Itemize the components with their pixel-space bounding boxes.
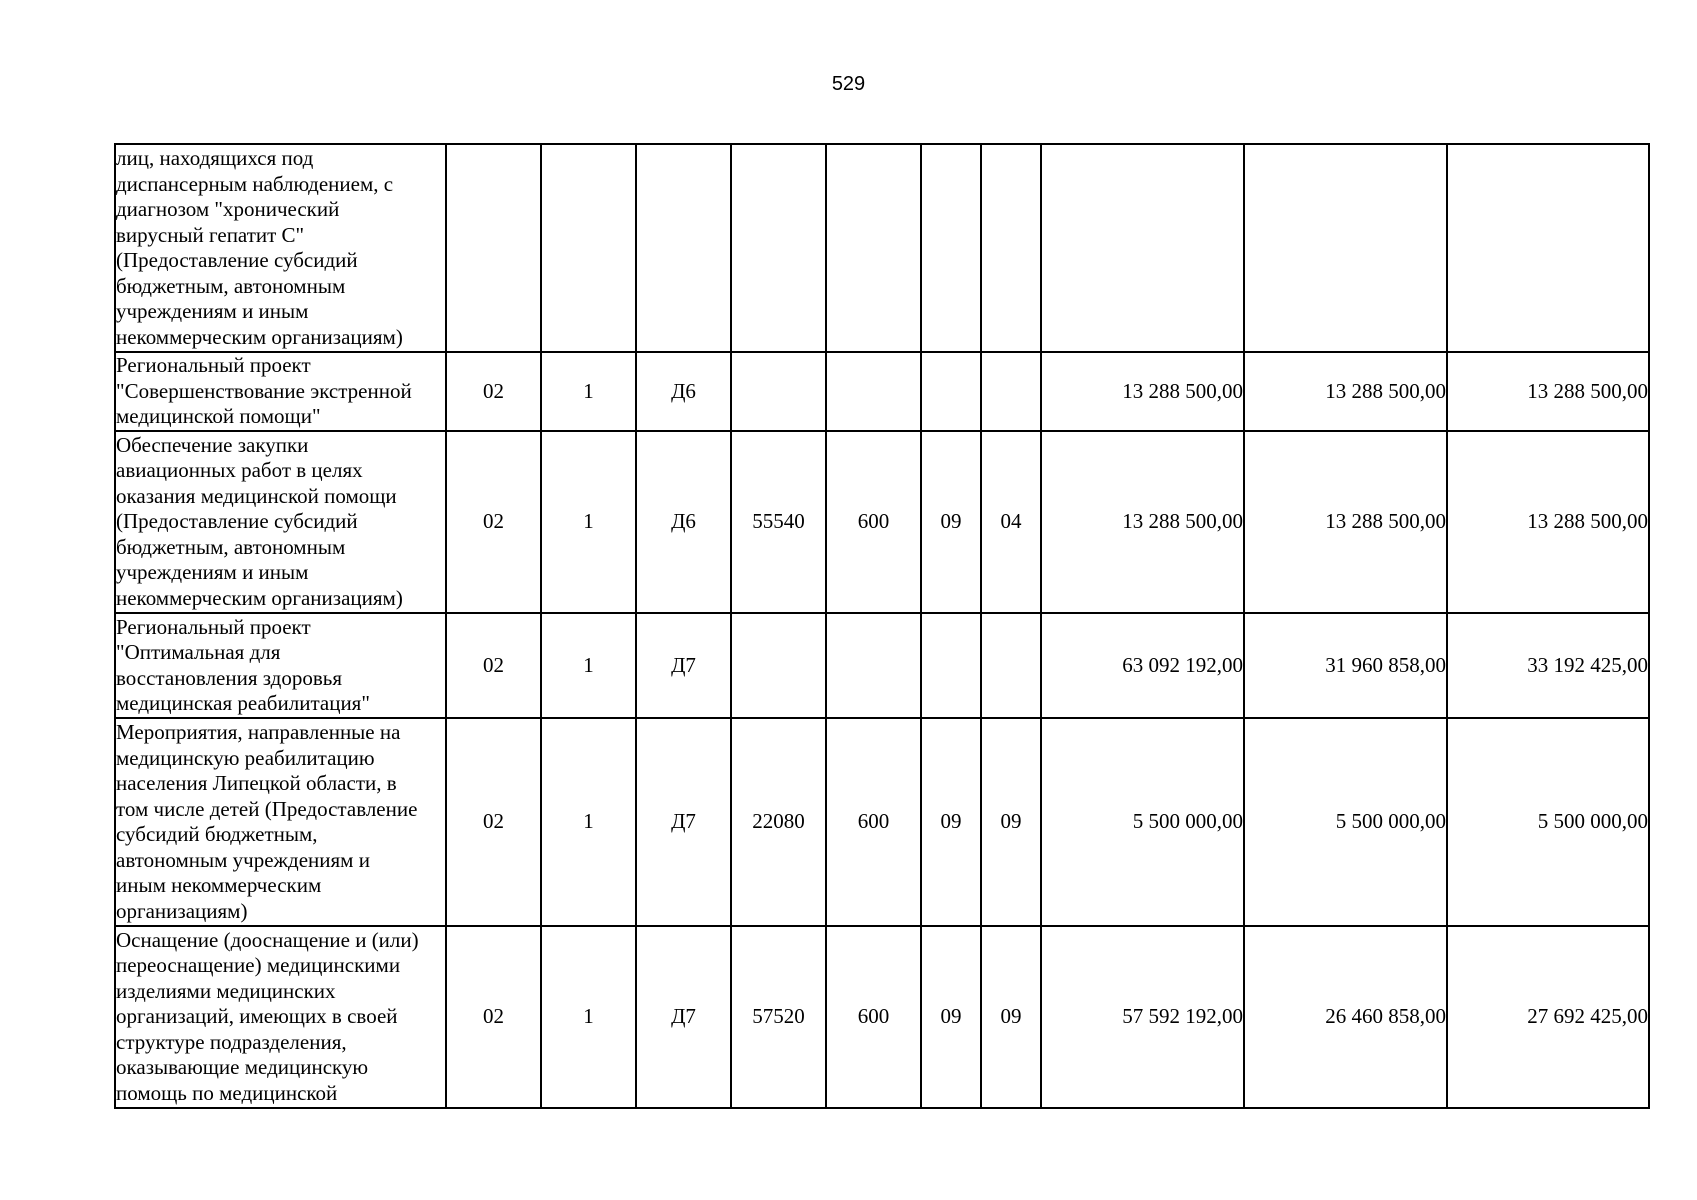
section-code xyxy=(921,144,981,352)
subprogram-code: 1 xyxy=(541,718,636,926)
amount-year-2: 26 460 858,00 xyxy=(1244,926,1447,1108)
table-row xyxy=(115,431,1649,613)
table-row xyxy=(115,613,1649,718)
amount-year-2: 13 288 500,00 xyxy=(1244,352,1447,431)
expense-type-code xyxy=(826,144,921,352)
direction-code: 57520 xyxy=(731,926,826,1108)
project-code: Д7 xyxy=(636,926,731,1108)
program-code: 02 xyxy=(446,352,541,431)
amount-year-1 xyxy=(1041,144,1244,352)
section-code xyxy=(921,352,981,431)
project-code: Д6 xyxy=(636,352,731,431)
section-code: 09 xyxy=(921,926,981,1108)
program-code xyxy=(446,144,541,352)
table-row xyxy=(115,352,1649,431)
subprogram-code: 1 xyxy=(541,613,636,718)
expense-type-code: 600 xyxy=(826,431,921,613)
section-code xyxy=(921,613,981,718)
subsection-code xyxy=(981,613,1041,718)
project-code xyxy=(636,144,731,352)
table-row xyxy=(115,144,1649,352)
direction-code: 55540 xyxy=(731,431,826,613)
direction-code xyxy=(731,352,826,431)
expense-type-code: 600 xyxy=(826,718,921,926)
expense-type-code xyxy=(826,613,921,718)
amount-year-3: 13 288 500,00 xyxy=(1447,431,1649,613)
table-row xyxy=(115,926,1649,1108)
budget-table xyxy=(114,143,1650,1109)
table-row xyxy=(115,718,1649,926)
project-code: Д7 xyxy=(636,718,731,926)
amount-year-1: 13 288 500,00 xyxy=(1041,431,1244,613)
amount-year-1: 13 288 500,00 xyxy=(1041,352,1244,431)
expense-type-code: 600 xyxy=(826,926,921,1108)
subprogram-code: 1 xyxy=(541,431,636,613)
subprogram-code: 1 xyxy=(541,352,636,431)
amount-year-3: 5 500 000,00 xyxy=(1447,718,1649,926)
amount-year-3: 13 288 500,00 xyxy=(1447,352,1649,431)
amount-year-3 xyxy=(1447,144,1649,352)
row-description: Оснащение (дооснащение и (или) переоснащение) медицинскими изделиями медицинских организаций, имеющих в своей структуре подразделения, оказывающие медицинскую помощь по медицинской xyxy=(115,926,446,1108)
amount-year-2: 5 500 000,00 xyxy=(1244,718,1447,926)
row-description: Региональный проект "Оптимальная для восстановления здоровья медицинская реабилитация" xyxy=(115,613,446,718)
expense-type-code xyxy=(826,352,921,431)
row-description: лиц, находящихся под диспансерным наблюдением, с диагнозом "хронический вирусный гепатит С" (Предоставление субсидий бюджетным, автономным учреждениям и иным некоммерческим организациям) xyxy=(115,144,446,352)
subsection-code: 09 xyxy=(981,926,1041,1108)
amount-year-2 xyxy=(1244,144,1447,352)
section-code: 09 xyxy=(921,718,981,926)
direction-code xyxy=(731,613,826,718)
program-code: 02 xyxy=(446,718,541,926)
amount-year-3: 33 192 425,00 xyxy=(1447,613,1649,718)
subsection-code xyxy=(981,352,1041,431)
amount-year-1: 63 092 192,00 xyxy=(1041,613,1244,718)
amount-year-2: 13 288 500,00 xyxy=(1244,431,1447,613)
program-code: 02 xyxy=(446,926,541,1108)
direction-code: 22080 xyxy=(731,718,826,926)
program-code: 02 xyxy=(446,613,541,718)
subsection-code xyxy=(981,144,1041,352)
row-description: Региональный проект "Совершенствование экстренной медицинской помощи" xyxy=(115,352,446,431)
program-code: 02 xyxy=(446,431,541,613)
page-number: 529 xyxy=(831,73,866,95)
subsection-code: 04 xyxy=(981,431,1041,613)
row-description: Мероприятия, направленные на медицинскую реабилитацию населения Липецкой области, в том числе детей (Предоставление субсидий бюджетным, автономным учреждениям и иным некоммерческим организациям) xyxy=(115,718,446,926)
amount-year-1: 57 592 192,00 xyxy=(1041,926,1244,1108)
subprogram-code: 1 xyxy=(541,926,636,1108)
direction-code xyxy=(731,144,826,352)
project-code: Д6 xyxy=(636,431,731,613)
project-code: Д7 xyxy=(636,613,731,718)
amount-year-1: 5 500 000,00 xyxy=(1041,718,1244,926)
subsection-code: 09 xyxy=(981,718,1041,926)
subprogram-code xyxy=(541,144,636,352)
amount-year-3: 27 692 425,00 xyxy=(1447,926,1649,1108)
section-code: 09 xyxy=(921,431,981,613)
amount-year-2: 31 960 858,00 xyxy=(1244,613,1447,718)
row-description: Обеспечение закупки авиационных работ в целях оказания медицинской помощи (Предоставление субсидий бюджетным, автономным учреждениям и иным некоммерческим организациям) xyxy=(115,431,446,613)
